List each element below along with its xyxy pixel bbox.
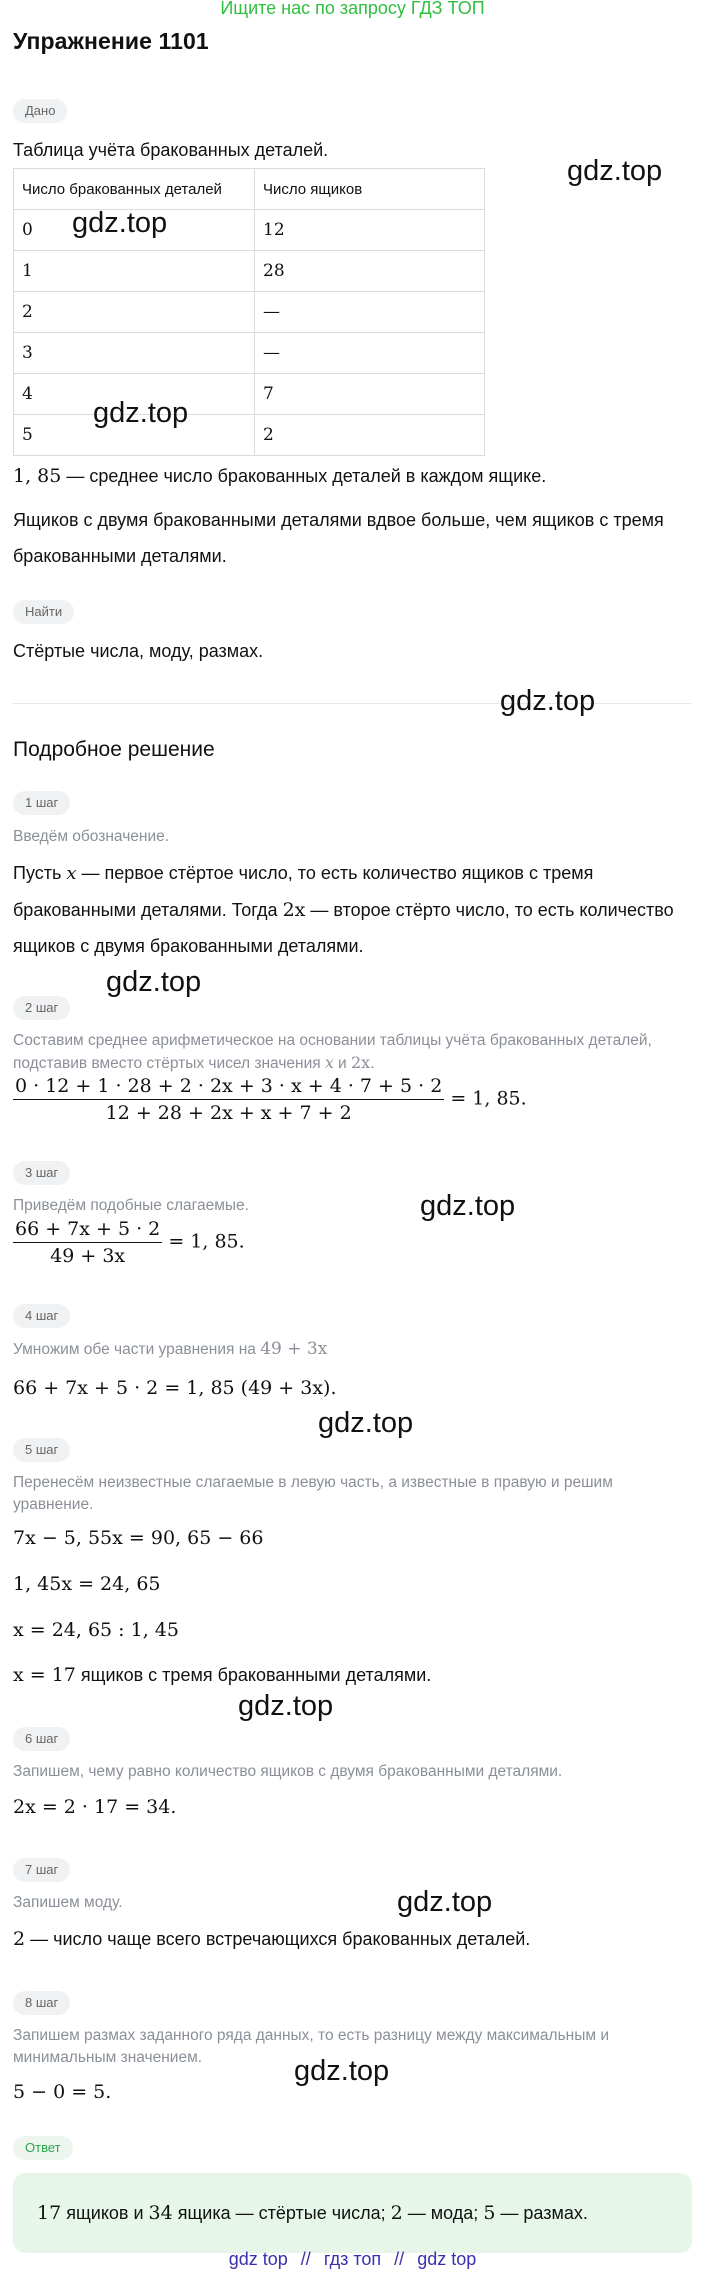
watermark: gdz.top	[318, 1407, 414, 1439]
step-6-badge	[13, 1727, 70, 1751]
fraction-numerator: 0 · 12 + 1 · 28 + 2 · 2x + 3 · x + 4 · 7 + 5 · 2	[13, 1075, 444, 1100]
fraction-denominator: 12 + 28 + 2x + x + 7 + 2	[105, 1102, 352, 1124]
step-label: 6 шаг	[13, 1727, 70, 1751]
find-badge	[13, 600, 74, 624]
step-label: 7 шаг	[13, 1858, 70, 1882]
table-cell: 1	[14, 251, 255, 292]
table-cell: 2	[14, 292, 255, 333]
answer-badge	[13, 2136, 73, 2160]
math-expression: x = 17	[13, 1664, 76, 1686]
watermark: gdz.top	[72, 207, 168, 239]
footer-link[interactable]: гдз топ	[323, 2249, 382, 2269]
mean-statement	[13, 458, 693, 494]
step-5-badge	[13, 1438, 70, 1462]
step-label: 3 шаг	[13, 1161, 70, 1185]
step-5-eq2: 1, 45x = 24, 65	[13, 1573, 161, 1595]
table-cell: 4	[14, 374, 255, 415]
page-title: Упражнение 1101	[13, 28, 209, 54]
step-1-note: Введём обозначение.	[13, 828, 170, 845]
watermark: gdz.top	[93, 397, 189, 429]
equation-rhs: = 1, 85.	[450, 1087, 527, 1110]
table-cell: —	[255, 292, 485, 333]
note-text: Умножим обе части уравнения на	[13, 1341, 256, 1358]
step-1-line	[13, 855, 693, 892]
math-expression: 5	[483, 2202, 496, 2224]
math-var: 2x	[350, 1053, 371, 1072]
table-header-row	[14, 169, 485, 210]
note-line: уравнение.	[13, 1496, 94, 1513]
note-text: .	[370, 1055, 375, 1072]
table-cell: 5	[14, 415, 255, 456]
answer-fragment: — мода;	[407, 2203, 479, 2223]
answer-fragment: — размах.	[500, 2203, 588, 2223]
watermark: gdz.top	[397, 1886, 493, 1918]
table-cell: 3	[14, 333, 255, 374]
step-5-eq1: 7x − 5, 55x = 90, 65 − 66	[13, 1527, 264, 1549]
find-label: Найти	[13, 600, 74, 624]
footer-separator: //	[394, 2249, 405, 2269]
note-line: Запишем размах заданного ряда данных, то есть разницу между максимальным и	[13, 2027, 609, 2044]
step-8-badge	[13, 1991, 70, 2015]
step-label: 5 шаг	[13, 1438, 70, 1462]
watermark: gdz.top	[238, 1690, 334, 1722]
footer-separator: //	[300, 2249, 311, 2269]
step-6-equation: 2x = 2 · 17 = 34.	[13, 1796, 177, 1818]
table-row	[14, 415, 485, 456]
step-7-note: Запишем моду.	[13, 1894, 123, 1911]
given-label: Дано	[13, 99, 67, 123]
step-3-badge	[13, 1161, 70, 1185]
watermark: gdz.top	[106, 966, 202, 998]
step-6-note: Запишем, чему равно количество ящиков с двумя бракованными деталями.	[13, 1763, 563, 1780]
mean-text: — среднее число бракованных деталей в каждом ящике.	[66, 466, 547, 486]
note-line: Перенесём неизвестные слагаемые в левую часть, а известные в правую и решим	[13, 1474, 613, 1491]
footer-link[interactable]: gdz top	[228, 2249, 288, 2269]
table-cell: —	[255, 333, 485, 374]
math-expression: 2	[390, 2202, 403, 2224]
top-banner[interactable]: Ищите нас по запросу ГДЗ ТОП	[220, 0, 485, 18]
solution-title: Подробное решение	[13, 738, 215, 761]
given-caption: Таблица учёта бракованных деталей.	[13, 140, 329, 160]
table-row	[14, 374, 485, 415]
table-cell: 0	[14, 210, 255, 251]
step-7-text	[13, 1921, 693, 1957]
step-2-equation	[13, 1075, 527, 1124]
table-row	[14, 292, 485, 333]
table-cell: 2	[255, 415, 485, 456]
step-7-badge	[13, 1858, 70, 1882]
table-header-cell: Число ящиков	[255, 169, 485, 210]
footer-link[interactable]: gdz top	[417, 2249, 477, 2269]
step-1-text	[13, 855, 693, 964]
answer-text	[37, 2198, 588, 2228]
note-line: минимальным значением.	[13, 2049, 203, 2066]
note-line	[13, 1052, 693, 1075]
fraction-numerator: 66 + 7x + 5 · 2	[13, 1218, 162, 1243]
table-cell: 28	[255, 251, 485, 292]
step-2-badge	[13, 996, 70, 1020]
step-5-eq4	[13, 1657, 693, 1693]
watermark: gdz.top	[500, 685, 596, 717]
equation-rhs: = 1, 85.	[168, 1230, 245, 1253]
step-1-badge	[13, 791, 70, 815]
step-text: — число чаще всего встречающихся бракованных деталей.	[30, 1929, 531, 1949]
table-row	[14, 251, 485, 292]
step-8-equation: 5 − 0 = 5.	[13, 2081, 112, 2103]
table-cell: 12	[255, 210, 485, 251]
step-text: ящиков с тремя бракованными деталями.	[80, 1665, 432, 1685]
math-var: x	[66, 863, 77, 884]
math-expression: 2	[13, 1928, 26, 1950]
step-5-eq3: x = 24, 65 : 1, 45	[13, 1619, 179, 1641]
math-expression: 17	[37, 2202, 62, 2224]
watermark: gdz.top	[567, 155, 663, 187]
math-expression: 49 + 3x	[260, 1339, 328, 1359]
step-text: бракованными деталями. Тогда	[13, 900, 278, 920]
math-expression: 34	[148, 2202, 173, 2224]
condition-text: Ящиков с двумя бракованными деталями вдвое больше, чем ящиков с тремя бракованными деталями.	[13, 510, 664, 566]
step-text: — первое стёртое число, то есть количество ящиков с тремя	[81, 863, 594, 883]
note-text: подставив вместо стёртых чисел значения	[13, 1055, 321, 1072]
answer-label: Ответ	[13, 2136, 73, 2160]
answer-fragment: ящика — стёртые числа;	[177, 2203, 386, 2223]
step-text: Пусть	[13, 863, 62, 883]
step-5-note	[13, 1472, 693, 1516]
step-2-note	[13, 1030, 693, 1075]
footer-links	[0, 2249, 705, 2270]
note-text: и	[338, 1055, 347, 1072]
math-expression: 2x	[282, 899, 306, 921]
watermark: gdz.top	[420, 1190, 516, 1222]
note-line: Составим среднее арифметическое на основании таблицы учёта бракованных деталей,	[13, 1032, 652, 1049]
step-4-equation: 66 + 7x + 5 · 2 = 1, 85 (49 + 3x).	[13, 1377, 337, 1399]
step-text: — второе стёрто число, то есть количество	[310, 900, 674, 920]
step-3-equation	[13, 1218, 245, 1267]
step-3-note: Приведём подобные слагаемые.	[13, 1197, 249, 1214]
step-label: 4 шаг	[13, 1304, 70, 1328]
table-cell: 7	[255, 374, 485, 415]
step-label: 2 шаг	[13, 996, 70, 1020]
step-1-line	[13, 892, 693, 928]
step-1-line: ящиков с двумя бракованными деталями.	[13, 936, 364, 956]
table-header-cell: Число бракованных деталей	[14, 169, 255, 210]
given-badge	[13, 99, 67, 123]
fraction	[13, 1218, 162, 1267]
table-row	[14, 333, 485, 374]
answer-fragment: ящиков и	[66, 2203, 144, 2223]
step-label: 1 шаг	[13, 791, 70, 815]
step-label: 8 шаг	[13, 1991, 70, 2015]
math-var: x	[324, 1054, 334, 1072]
find-text: Стёртые числа, моду, размах.	[13, 641, 264, 661]
watermark: gdz.top	[294, 2055, 390, 2087]
fraction-denominator: 49 + 3x	[50, 1245, 126, 1267]
step-4-badge	[13, 1304, 70, 1328]
step-4-note	[13, 1338, 693, 1361]
mean-value: 1, 85	[13, 465, 62, 487]
fraction	[13, 1075, 444, 1124]
